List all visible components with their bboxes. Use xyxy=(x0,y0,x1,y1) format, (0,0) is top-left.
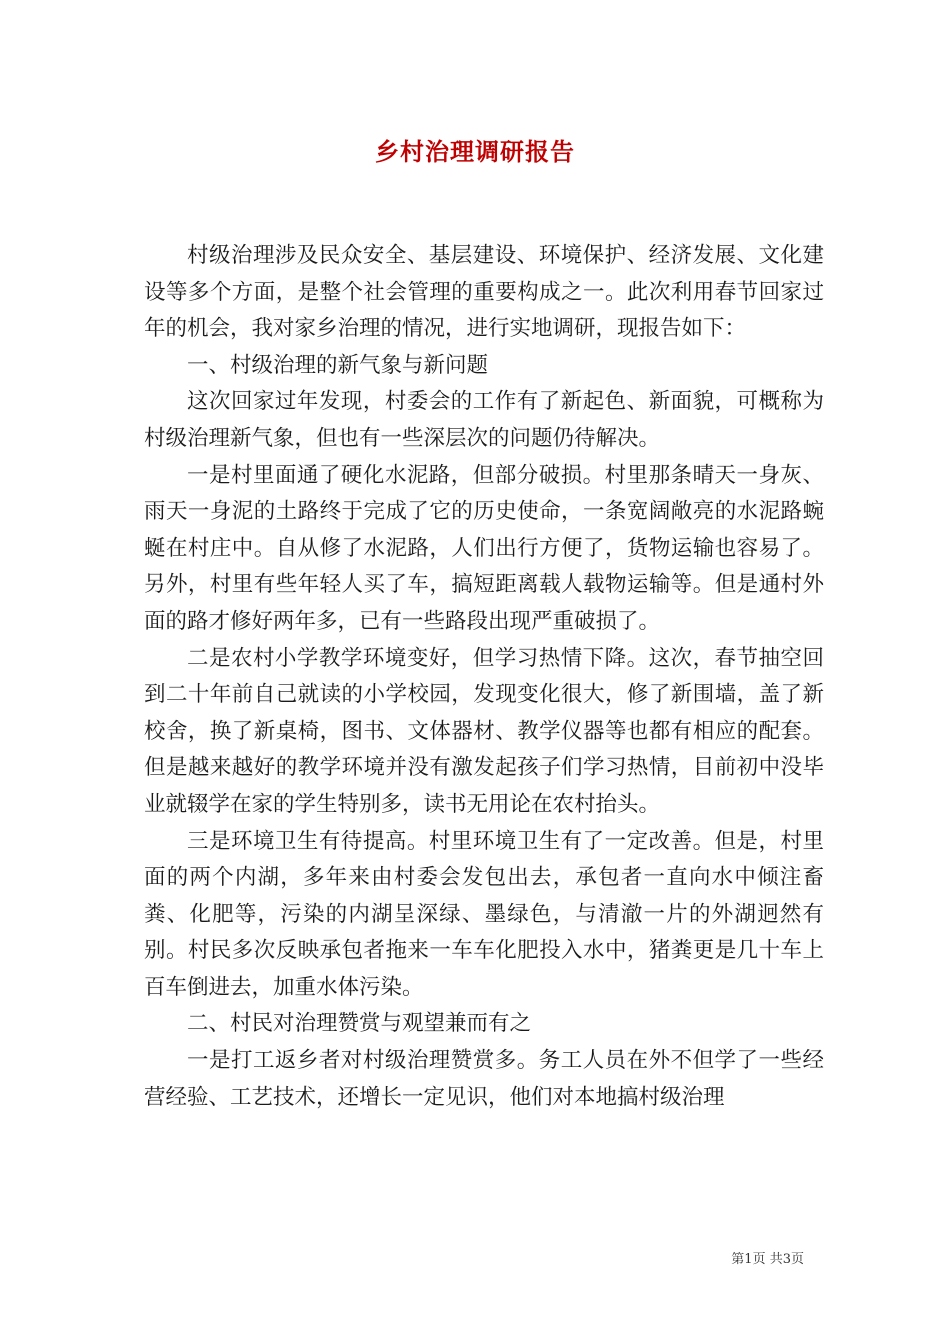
paragraph-roads: 一是村里面通了硬化水泥路，但部分破损。村里那条晴天一身灰、雨天一身泥的土路终于完成了它的历史使命，一条宽阔敞亮的水泥路蜿蜒在村庄中。自从修了水泥路，人们出行方便了，货物运输也容易了。另外，村里有些年轻人买了车，搞短距离载人载物运输等。但是通村外面的路才修好两年多，已有一些路段出现严重破损了。 xyxy=(144,462,824,634)
document-title: 乡村治理调研报告 xyxy=(375,137,575,166)
document-body xyxy=(144,238,824,1116)
paragraph-intro: 村级治理涉及民众安全、基层建设、环境保护、经济发展、文化建设等多个方面，是整个社会管理的重要构成之一。此次利用春节回家过年的机会，我对家乡治理的情况，进行实地调研，现报告如下： xyxy=(144,243,824,342)
footer-prefix: 第 xyxy=(731,1252,745,1267)
footer-total-pages: 3 xyxy=(782,1252,791,1267)
section-heading-1: 一、村级治理的新气象与新问题 xyxy=(187,352,489,378)
footer-middle: 页 共 xyxy=(752,1252,783,1267)
section-heading-2: 二、村民对治理赞赏与观望兼而有之 xyxy=(187,1011,532,1037)
paragraph-school: 二是农村小学教学环境变好，但学习热情下降。这次，春节抽空回到二十年前自己就读的小学校园，发现变化很大，修了新围墙，盖了新校舍，换了新桌椅，图书、文体器材、教学仪器等也都有相应的配套。但是越来越好的教学环境并没有激发起孩子们学习热情，目前初中没毕业就辍学在家的学生特别多，读书无用论在农村抬头。 xyxy=(144,645,824,817)
page-number-footer xyxy=(731,1248,804,1267)
footer-current-page: 1 xyxy=(744,1252,753,1267)
paragraph-environment: 三是环境卫生有待提高。村里环境卫生有了一定改善。但是，村里面的两个内湖，多年来由村委会发包出去，承包者一直向水中倾注畜粪、化肥等，污染的内湖呈深绿、墨绿色，与清澈一片的外湖迥然有别。村民多次反映承包者拖来一车车化肥投入水中，猪粪更是几十车上百车倒进去，加重水体污染。 xyxy=(144,828,824,1000)
footer-suffix: 页 xyxy=(790,1252,804,1267)
paragraph-migrant-workers: 一是打工返乡者对村级治理赞赏多。务工人员在外不但学了一些经营经验、工艺技术，还增长一定见识，他们对本地搞村级治理 xyxy=(144,1048,824,1110)
paragraph-overview: 这次回家过年发现，村委会的工作有了新起色、新面貌，可概称为村级治理新气象，但也有一些深层次的问题仍待解决。 xyxy=(144,389,824,451)
